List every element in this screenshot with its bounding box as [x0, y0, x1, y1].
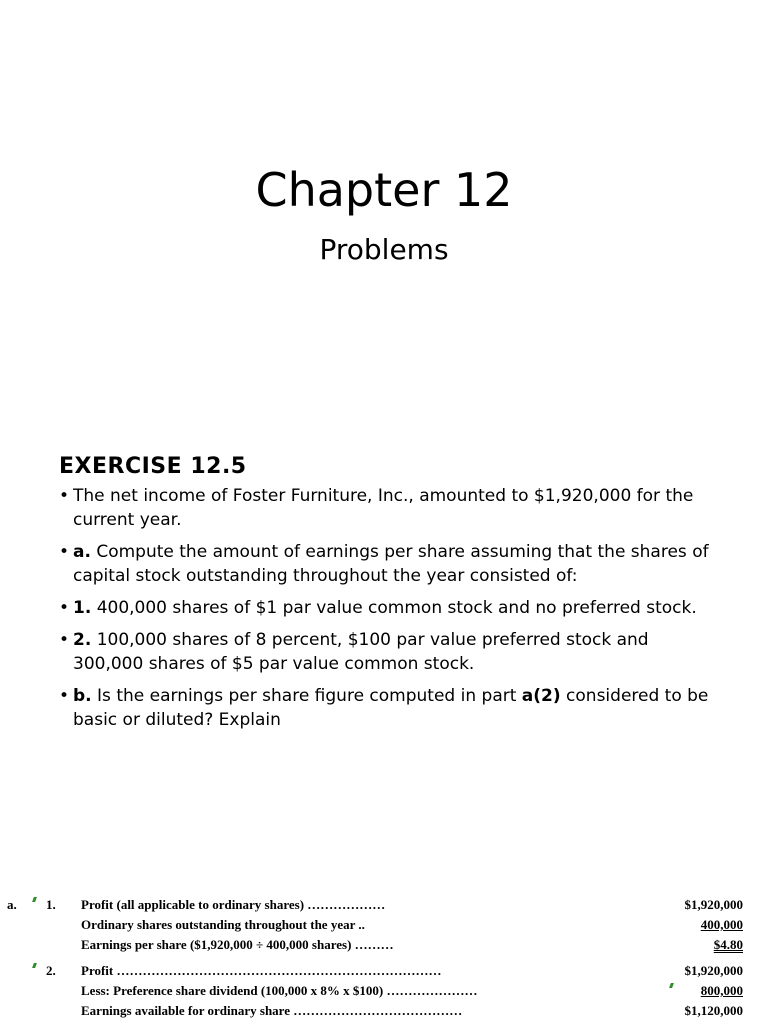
solution-description: Ordinary shares outstanding throughout the year .. [81, 917, 365, 932]
solution-row [0, 915, 768, 935]
bullet-text: 100,000 shares of 8 percent, $100 par value preferred stock and 300,000 shares of $5 par value common stock. [73, 630, 649, 674]
check-tick-icon [32, 963, 37, 968]
solution-item-number: 1. [46, 897, 56, 912]
bullet-lead: a. [73, 542, 91, 562]
solution-amount: $1,920,000 [684, 963, 743, 978]
bullet-text: The net income of Foster Furniture, Inc., amounted to $1,920,000 for the current year. [73, 486, 694, 530]
bullet-item [59, 684, 719, 732]
bullet-lead: 1. [73, 598, 92, 618]
exercise-bullet-list [59, 484, 719, 740]
check-tick-icon [32, 897, 37, 902]
slide-subtitle: Problems [319, 233, 449, 266]
bullet-bold-ref: a(2) [521, 686, 561, 706]
bullet-item [59, 484, 719, 532]
solution-amount: $1,920,000 [684, 897, 743, 912]
solution-description: Profit ………………………………………………………………… [81, 963, 442, 978]
solution-description: Profit (all applicable to ordinary shares) ……………… [81, 897, 386, 912]
solution-part-label: a. [7, 897, 17, 912]
bullet-lead: 2. [73, 630, 92, 650]
check-tick-icon [669, 983, 674, 988]
solution-row [0, 895, 768, 915]
exercise-heading: EXERCISE 12.5 [59, 454, 247, 479]
bullet-item [59, 596, 719, 620]
solution-row [0, 961, 768, 981]
solution-row [0, 935, 768, 955]
bullet-text: 400,000 shares of $1 par value common stock and no preferred stock. [91, 598, 697, 618]
solution-amount: 800,000 [700, 983, 743, 998]
solution-description: Earnings available for ordinary share ………………………………… [81, 1003, 463, 1018]
bullet-text-tail: considered to be basic or diluted? Explain [73, 686, 709, 730]
solution-row [0, 981, 768, 1001]
slide-title: Chapter 12 [255, 163, 513, 217]
solution-description: Less: Preference share dividend (100,000 x 8% x $100) ………………… [81, 983, 478, 998]
solution-amount: $4.80 [713, 937, 743, 952]
solution-amount: $1,120,000 [684, 1003, 743, 1018]
solution-row [0, 1001, 768, 1021]
bullet-lead: b. [73, 686, 92, 706]
bullet-text: Is the earnings per share figure computed in part [91, 686, 522, 706]
bullet-text: Compute the amount of earnings per share assuming that the shares of capital stock outstanding throughout the year consisted of: [73, 542, 709, 586]
solution-item-number: 2. [46, 963, 56, 978]
bullet-item [59, 628, 719, 676]
bullet-item [59, 540, 719, 588]
solution-description: Earnings per share ($1,920,000 ÷ 400,000 shares) ……… [81, 937, 394, 952]
solution-amount: 400,000 [700, 917, 743, 932]
